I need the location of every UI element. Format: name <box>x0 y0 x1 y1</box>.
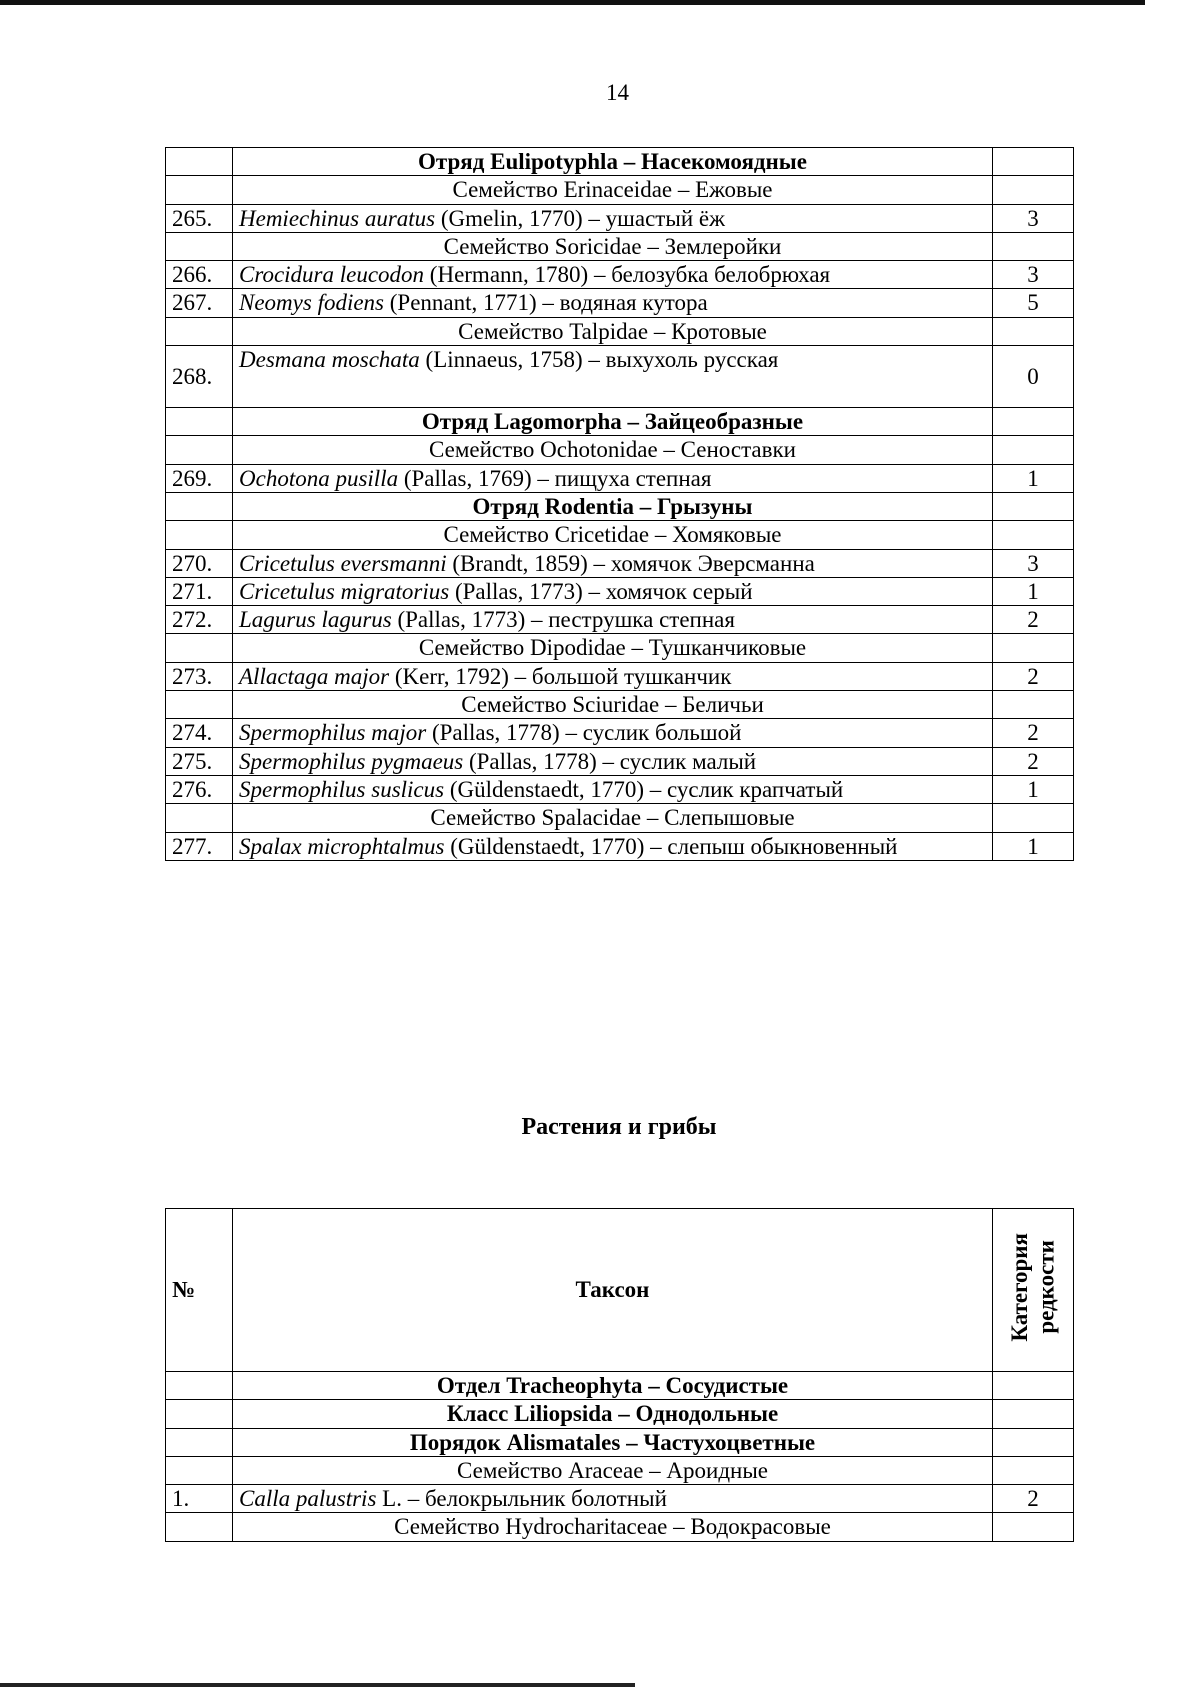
rarity-category: 3 <box>993 261 1074 289</box>
order-heading: Порядок Alismatales – Частухоцветные <box>233 1428 993 1456</box>
row-number: 273. <box>166 662 233 690</box>
table-row <box>166 606 1074 634</box>
latin-name: Spermophilus suslicus <box>239 776 445 802</box>
table-row <box>166 804 1074 832</box>
latin-name: Ochotona pusilla <box>239 465 399 491</box>
species-name <box>233 1485 993 1513</box>
species-name <box>233 464 993 492</box>
author-and-common-name: (Pallas, 1778) – суслик малый <box>463 748 757 774</box>
row-number <box>166 317 233 345</box>
row-number <box>166 521 233 549</box>
row-number <box>166 148 233 176</box>
family-heading: Семейство Soricidae – Землеройки <box>233 232 993 260</box>
table-row <box>166 747 1074 775</box>
rarity-category: 3 <box>993 549 1074 577</box>
latin-name: Cricetulus migratorius <box>239 578 450 604</box>
table-row <box>166 464 1074 492</box>
table-row <box>166 1485 1074 1513</box>
column-header-category <box>993 1209 1074 1372</box>
table-row <box>166 261 1074 289</box>
rarity-category: 2 <box>993 719 1074 747</box>
row-number <box>166 1372 233 1400</box>
species-name <box>233 606 993 634</box>
row-number: 265. <box>166 204 233 232</box>
family-heading: Семейство Talpidae – Кротовые <box>233 317 993 345</box>
rarity-category: 1 <box>993 577 1074 605</box>
row-number <box>166 804 233 832</box>
row-number: 271. <box>166 577 233 605</box>
rarity-category: 2 <box>993 606 1074 634</box>
plants-section-heading: Растения и грибы <box>521 1114 717 1140</box>
table-row <box>166 1400 1074 1428</box>
rarity-category <box>993 317 1074 345</box>
latin-name: Spalax microphtalmus <box>239 833 445 859</box>
table-row <box>166 232 1074 260</box>
order-heading: Отряд Eulipotyphla – Насекомоядные <box>233 148 993 176</box>
family-heading: Семейство Dipodidae – Тушканчиковые <box>233 634 993 662</box>
animals-table-body <box>166 148 1074 861</box>
row-number <box>166 1456 233 1484</box>
row-number <box>166 232 233 260</box>
latin-name: Calla palustris <box>239 1486 377 1512</box>
family-heading: Семейство Sciuridae – Беличьи <box>233 691 993 719</box>
plants-table-body <box>166 1372 1074 1542</box>
order-heading: Отряд Lagomorpha – Зайцеобразные <box>233 408 993 436</box>
row-number: 276. <box>166 775 233 803</box>
scan-edge-bottom <box>0 1683 635 1687</box>
author-and-common-name: (Güldenstaedt, 1770) – слепыш обыкновенный <box>444 833 898 859</box>
table-row <box>166 549 1074 577</box>
author-and-common-name: L. – белокрыльник болотный <box>376 1486 667 1512</box>
row-number: 274. <box>166 719 233 747</box>
category-header-line1: Категория <box>1006 1233 1032 1342</box>
row-number: 270. <box>166 549 233 577</box>
species-name <box>233 204 993 232</box>
row-number: 269. <box>166 464 233 492</box>
species-name <box>233 747 993 775</box>
family-heading: Семейство Spalacidae – Слепышовые <box>233 804 993 832</box>
row-number <box>166 176 233 204</box>
author-and-common-name: (Pennant, 1771) – водяная кутора <box>384 290 708 316</box>
rarity-category <box>993 1400 1074 1428</box>
column-header-number: № <box>166 1209 233 1372</box>
rarity-category <box>993 492 1074 520</box>
species-name <box>233 549 993 577</box>
latin-name: Spermophilus major <box>239 720 427 746</box>
table-row <box>166 662 1074 690</box>
table-row <box>166 436 1074 464</box>
latin-name: Neomys fodiens <box>239 290 385 316</box>
column-header-taxon: Таксон <box>233 1209 993 1372</box>
table-row <box>166 521 1074 549</box>
rarity-category <box>993 1372 1074 1400</box>
table-row <box>166 1456 1074 1484</box>
family-heading: Семейство Araceae – Ароидные <box>233 1456 993 1484</box>
rarity-category: 1 <box>993 464 1074 492</box>
author-and-common-name: (Güldenstaedt, 1770) – суслик крапчатый <box>444 776 844 802</box>
latin-name: Hemiechinus auratus <box>239 205 436 231</box>
latin-name: Cricetulus eversmanni <box>239 550 447 576</box>
table-row <box>166 719 1074 747</box>
species-name <box>233 662 993 690</box>
rarity-category: 5 <box>993 289 1074 317</box>
row-number <box>166 1513 233 1541</box>
rarity-category: 1 <box>993 775 1074 803</box>
table-row <box>166 1428 1074 1456</box>
table-row <box>166 634 1074 662</box>
rarity-category <box>993 232 1074 260</box>
species-name <box>233 719 993 747</box>
author-and-common-name: (Hermann, 1780) – белозубка белобрюхая <box>424 262 831 288</box>
author-and-common-name: (Gmelin, 1770) – ушастый ёж <box>435 205 725 231</box>
row-number <box>166 1400 233 1428</box>
family-heading: Семейство Cricetidae – Хомяковые <box>233 521 993 549</box>
rarity-category: 1 <box>993 832 1074 860</box>
author-and-common-name: (Pallas, 1778) – суслик большой <box>426 720 742 746</box>
order-heading: Отдел Tracheophyta – Сосудистые <box>233 1372 993 1400</box>
table-row <box>166 832 1074 860</box>
rarity-category: 2 <box>993 1485 1074 1513</box>
page-number: 14 <box>606 80 629 105</box>
author-and-common-name: (Kerr, 1792) – большой тушканчик <box>389 663 732 689</box>
order-heading: Класс Liliopsida – Однодольные <box>233 1400 993 1428</box>
row-number <box>166 634 233 662</box>
rarity-category <box>993 436 1074 464</box>
author-and-common-name: (Brandt, 1859) – хомячок Эверсманна <box>446 550 815 576</box>
species-name <box>233 775 993 803</box>
row-number: 267. <box>166 289 233 317</box>
latin-name: Lagurus lagurus <box>239 607 392 633</box>
author-and-common-name: (Pallas, 1773) – хомячок серый <box>449 578 753 604</box>
row-number: 268. <box>166 346 233 408</box>
table-row <box>166 775 1074 803</box>
table-row <box>166 346 1074 408</box>
table-row <box>166 577 1074 605</box>
latin-name: Desmana moschata <box>239 347 420 373</box>
species-name <box>233 346 993 408</box>
rarity-category <box>993 1428 1074 1456</box>
rarity-category <box>993 1456 1074 1484</box>
family-heading: Семейство Erinaceidae – Ежовые <box>233 176 993 204</box>
table-row <box>166 148 1074 176</box>
author-and-common-name: (Linnaeus, 1758) – выхухоль русская <box>419 347 779 373</box>
species-name <box>233 832 993 860</box>
rarity-category <box>993 804 1074 832</box>
row-number: 277. <box>166 832 233 860</box>
latin-name: Crocidura leucodon <box>239 262 425 288</box>
plants-table <box>165 1208 1074 1542</box>
author-and-common-name: (Pallas, 1769) – пищуха степная <box>398 465 712 491</box>
species-name <box>233 261 993 289</box>
table-row <box>166 317 1074 345</box>
table-row <box>166 408 1074 436</box>
table-row <box>166 691 1074 719</box>
rarity-category <box>993 1513 1074 1541</box>
table-row <box>166 492 1074 520</box>
row-number: 1. <box>166 1485 233 1513</box>
table-row <box>166 204 1074 232</box>
rarity-category: 3 <box>993 204 1074 232</box>
species-name <box>233 289 993 317</box>
latin-name: Spermophilus pygmaeus <box>239 748 464 774</box>
row-number <box>166 492 233 520</box>
rarity-category <box>993 408 1074 436</box>
row-number <box>166 436 233 464</box>
row-number <box>166 408 233 436</box>
animals-table <box>165 147 1074 861</box>
row-number <box>166 1428 233 1456</box>
row-number: 275. <box>166 747 233 775</box>
row-number: 272. <box>166 606 233 634</box>
rarity-category <box>993 691 1074 719</box>
family-heading: Семейство Ochotonidae – Сеноставки <box>233 436 993 464</box>
rarity-category <box>993 521 1074 549</box>
rarity-category: 2 <box>993 662 1074 690</box>
table-row <box>166 1372 1074 1400</box>
latin-name: Allactaga major <box>239 663 390 689</box>
order-heading: Отряд Rodentia – Грызуны <box>233 492 993 520</box>
category-header-line2: редкости <box>1033 1240 1058 1335</box>
species-name <box>233 577 993 605</box>
scan-edge-top <box>0 0 1145 5</box>
table-row <box>166 1513 1074 1541</box>
rarity-category: 2 <box>993 747 1074 775</box>
family-heading: Семейство Hydrocharitaceae – Водокрасовые <box>233 1513 993 1541</box>
column-header-category-text <box>1007 1233 1060 1342</box>
table-row <box>166 289 1074 317</box>
rarity-category <box>993 176 1074 204</box>
table-row <box>166 176 1074 204</box>
rarity-category: 0 <box>993 346 1074 408</box>
row-number: 266. <box>166 261 233 289</box>
rarity-category <box>993 148 1074 176</box>
rarity-category <box>993 634 1074 662</box>
author-and-common-name: (Pallas, 1773) – пеструшка степная <box>391 607 735 633</box>
row-number <box>166 691 233 719</box>
plants-table-header-row <box>166 1209 1074 1372</box>
